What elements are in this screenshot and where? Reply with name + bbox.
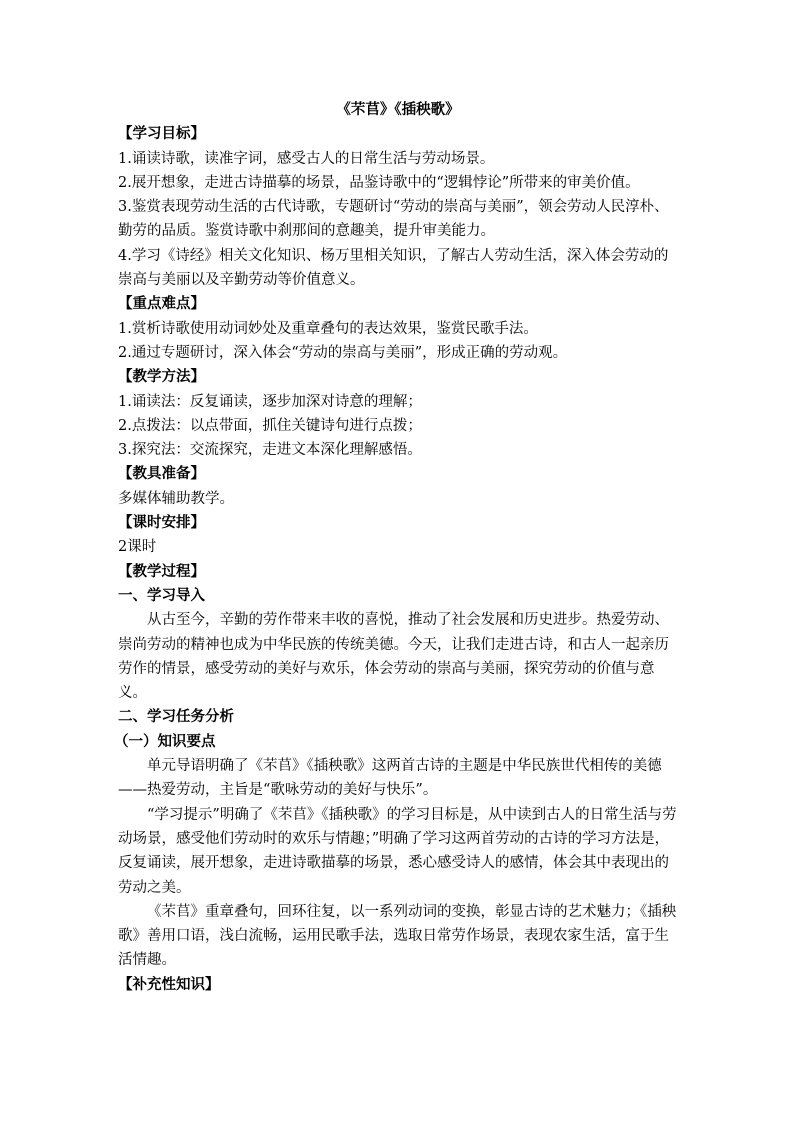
- method-item: 3.探究法：交流探究，走进文本深化理解感悟。: [118, 442, 422, 459]
- part2-heading: 二、学习任务分析: [118, 708, 234, 726]
- goals-heading: 【学习目标】: [118, 125, 205, 143]
- part2-paragraph: 《芣苢》重章叠句，回环往复，以一系列动词的变换，彰显古诗的艺术魅力；《插秧歌》善用口语，浅白流畅，运用民歌手法，选取日常劳作场景，表现农家生活，富于生活情趣。: [118, 903, 677, 969]
- goal-item: 3.鉴赏表现劳动生活的古代诗歌，专题研讨“劳动的崇高与美丽”，领会劳动人民淳朴、勤劳的品质。鉴赏诗歌中刹那间的意趣美，提升审美能力。: [118, 199, 669, 240]
- method-item: 2.点拨法：以点带面，抓住关键诗句进行点拨；: [118, 417, 422, 434]
- part1-text: 从古至今，辛勤的劳作带来丰收的喜悦，推动了社会发展和历史进步。热爱劳动、崇尚劳动的精神也成为中华民族的传统美德。今天，让我们走进古诗，和古人一起亲历劳作的情景，感受劳动的美好与欢乐，体会劳动的崇高与美丽，探究劳动的价值与意义。: [118, 612, 669, 702]
- key-item: 2.通过专题研讨，深入体会“劳动的崇高与美丽”，形成正确的劳动观。: [118, 344, 568, 361]
- key-item: 1.赏析诗歌使用动词妙处及重章叠句的表达效果，鉴赏民歌手法。: [118, 320, 538, 337]
- tools-text: 多媒体辅助教学。: [118, 490, 234, 507]
- part2-subheading: （一）知识要点: [114, 732, 216, 750]
- time-text: 2课时: [118, 539, 157, 556]
- part2-paragraph: 单元导语明确了《芣苢》《插秧歌》这两首古诗的主题是中华民族世代相传的美德——热爱劳动，主旨是“歌咏劳动的美好与快乐”。: [118, 758, 662, 799]
- method-heading: 【教学方法】: [118, 368, 205, 386]
- goal-item: 4.学习《诗经》相关文化知识、杨万里相关知识，了解古人劳动生活，深入体会劳动的崇高与美丽以及辛勤劳动等价值意义。: [118, 247, 669, 289]
- extra-heading: 【补充性知识】: [118, 975, 220, 993]
- time-heading: 【课时安排】: [118, 514, 205, 532]
- goal-item: 1.诵读诗歌，读准字词，感受古人的日常生活与劳动场景。: [118, 150, 495, 167]
- document-title: 《芣苢》《插秧歌》: [336, 101, 460, 118]
- part2-paragraph: “学习提示”明确了《芣苢》《插秧歌》的学习目标是，从中读到古人的日常生活与劳动场景，感受他们劳动时的欢乐与情趣；”明确了学习这两首劳动的古诗的学习方法是，反复诵读，展开想象，走进诗歌描摹的场景，悉心感受诗人的感情，体会其中表现出的劳动之美。: [118, 806, 677, 896]
- document-page: [114, 98, 678, 997]
- tools-heading: 【教具准备】: [118, 465, 205, 483]
- process-heading: 【教学过程】: [118, 562, 205, 580]
- key-heading: 【重点难点】: [118, 295, 205, 313]
- goal-item: 2.展开想象，走进古诗描摹的场景，品鉴诗歌中的“逻辑悖论”所带来的审美价值。: [118, 174, 640, 191]
- method-item: 1.诵读法：反复诵读，逐步加深对诗意的理解；: [118, 393, 422, 410]
- part1-heading: 一、学习导入: [118, 586, 205, 604]
